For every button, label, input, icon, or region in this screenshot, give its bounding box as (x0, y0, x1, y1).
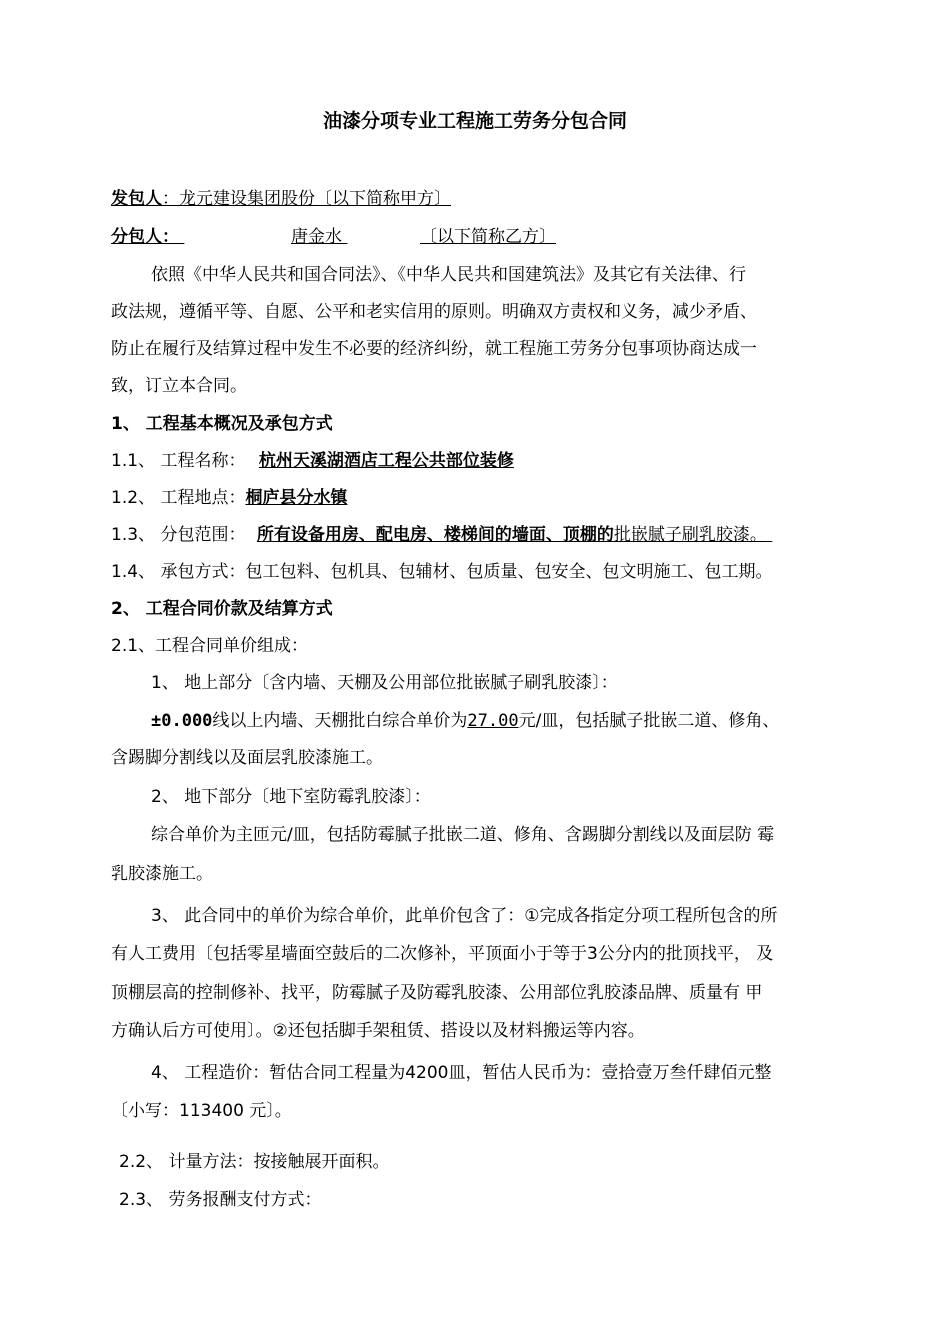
section-1-item-2 (111, 487, 347, 509)
intro-line-4: 致，订立本合同。 (111, 376, 247, 396)
clause-3-line-1: 3、 此合同中的单价为综合单价，此单价包含了：①完成各指定分项工程所包含的所 (151, 906, 778, 926)
above-ground-line-2: 含踢脚分割线以及面层乳胶漆施工。 (111, 748, 383, 768)
above-ground-line-1 (151, 710, 779, 732)
project-name-value: 杭州天溪湖酒店工程公共部位装修 (258, 451, 514, 471)
subcontractor-suffix: 〔以下简称乙方〕 (420, 227, 556, 247)
elevation-value: ±0.000 (151, 711, 213, 731)
subcontractor-line (111, 226, 556, 248)
clause-3-line-4: 方确认后方可使用〕。②还包括脚手架租赁、搭设以及材料搬运等内容。 (111, 1021, 645, 1041)
above-ground-text-a: 线以上内墙、天棚批白综合单价为 (212, 711, 468, 731)
intro-line-2: 政法规，遵循平等、自愿、公平和老实信用的原则。明确双方责权和义务，减少矛盾、 (111, 302, 757, 322)
subcontractor-gap (179, 226, 291, 248)
underground-line-2: 乳胶漆施工。 (111, 864, 213, 884)
above-ground-title: 1、 地上部分〔含内墙、天棚及公用部位批嵌腻子刷乳胶漆〕： (151, 673, 618, 693)
section-1-item-1 (111, 450, 514, 472)
clause-3-line-2: 有人工费用〔包括零星墙面空鼓后的二次修补，平顶面小于等于3公分内的批顶找平， 及 (111, 944, 774, 964)
section-1-item-3 (111, 524, 772, 546)
above-ground-text-c: 元/皿，包括腻子批嵌二道、修角、 (518, 711, 780, 731)
section-1-heading: 1、 工程基本概况及承包方式 (111, 414, 333, 434)
project-name-label: 1.1、 工程名称： (111, 451, 246, 471)
document-title: 油漆分项专业工程施工劳务分包合同 (322, 110, 627, 132)
scope-value-bold: 所有设备用房、配电房、楼梯间的墙面、顶棚的 (256, 525, 614, 545)
underground-title: 2、 地下部分〔地下室防霉乳胶漆〕： (151, 787, 431, 807)
subcontractor-name: 唐金水 (291, 227, 342, 247)
scope-underline-tail (767, 525, 772, 545)
scope-value-rest: 批嵌腻子刷乳胶漆。 (613, 525, 767, 545)
section-2-sub-2: 2.2、 计量方法：按接触展开面积。 (119, 1152, 390, 1172)
intro-line-3: 防止在履行及结算过程中发生不必要的经济纠纷，就工程施工劳务分包事项协商达成一 (111, 339, 757, 359)
unit-price-value: 27.00 (467, 711, 519, 731)
contractor-value: ：龙元建设集团股份〔以下简称甲方〕 (162, 189, 451, 209)
section-2-sub-1: 2.1、工程合同单价组成： (111, 636, 309, 656)
clause-4-line-1: 4、 工程造价：暂估合同工程量为4200皿，暂估人民币为：壹拾壹万叁仟肆佰元整 (151, 1063, 772, 1083)
underground-line-1: 综合单价为主匝元/皿，包括防霉腻子批嵌二道、修角、含踢脚分割线以及面层防 霉 (151, 825, 775, 845)
section-1-item-4: 1.4、 承包方式：包工包料、包机具、包辅材、包质量、包安全、包文明施工、包工期。 (111, 562, 773, 582)
clause-4-line-2: 〔小写：113400 元〕。 (111, 1101, 292, 1121)
section-2-sub-3: 2.3、 劳务报酬支付方式： (119, 1190, 322, 1210)
project-location-label: 1.2、 工程地点： (111, 488, 246, 508)
intro-line-1: 依照《中华人民共和国合同法》、《中华人民共和国建筑法》及其它有关法律、行 (151, 265, 746, 285)
project-location-value: 桐庐县分水镇 (245, 488, 348, 508)
contractor-label: 发包人 (111, 189, 162, 209)
section-2-heading: 2、 工程合同价款及结算方式 (111, 599, 333, 619)
contractor-line (111, 188, 451, 210)
clause-3-line-3: 顶棚层高的控制修补、找平，防霉腻子及防霉乳胶漆、公用部位乳胶漆品牌、质量有 甲 (111, 983, 763, 1003)
subcontractor-label: 分包人： (111, 227, 179, 247)
subcontractor-gap-2 (342, 226, 420, 248)
scope-label: 1.3、 分包范围： (111, 525, 246, 545)
